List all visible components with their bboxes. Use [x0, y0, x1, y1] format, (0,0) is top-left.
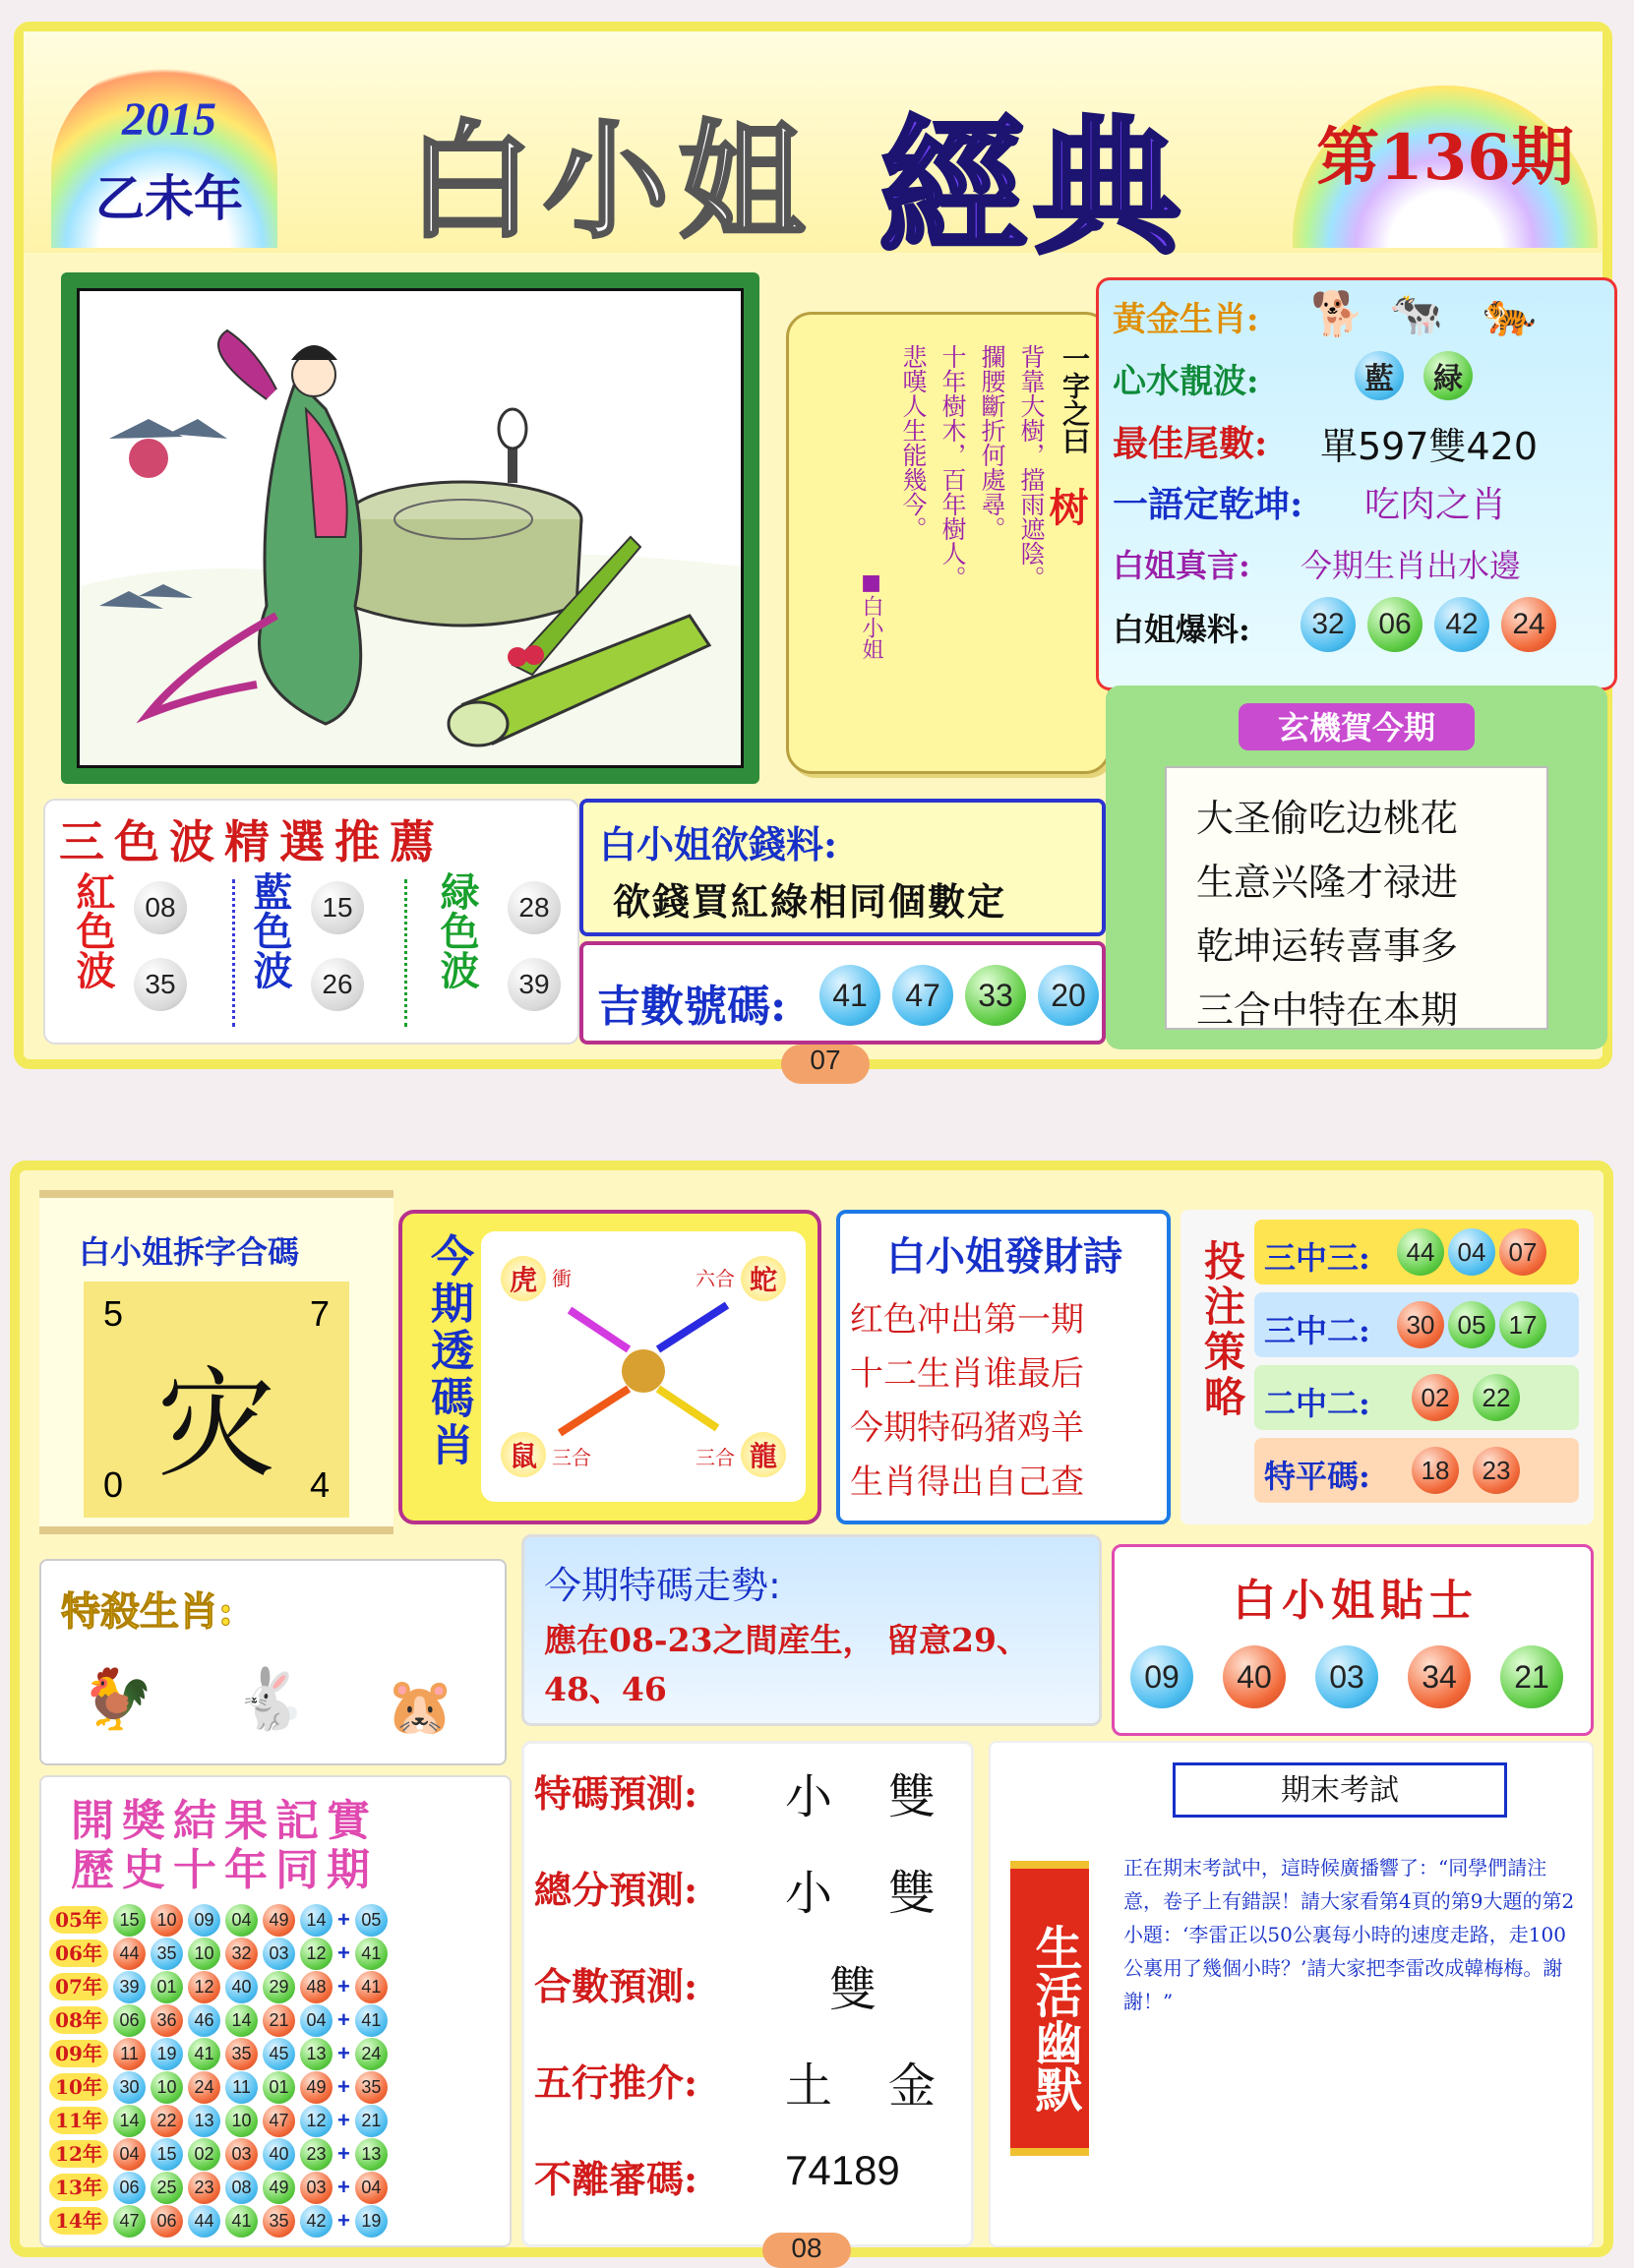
history-ball: 49 [263, 2172, 295, 2204]
history-ball: 45 [263, 2038, 295, 2070]
history-special-ball: 05 [355, 1904, 388, 1937]
ox-icon: 🐄 [1389, 289, 1443, 339]
tips-ball: 34 [1408, 1645, 1471, 1708]
history-ball: 41 [188, 2038, 220, 2070]
info-box [1096, 277, 1617, 690]
history-ball: 23 [188, 2172, 220, 2204]
history-year: 10年 [49, 2073, 108, 2101]
poem-line: 三合中特在本期 [1196, 988, 1459, 1032]
header-band [24, 31, 1603, 274]
mystery-poem-title: 玄機賀今期 [1239, 703, 1475, 750]
chaizi-square [84, 1282, 349, 1518]
red-wave-label: 紅色波 [70, 871, 116, 989]
history-row [49, 1903, 507, 1937]
predict-box [521, 1741, 974, 2247]
burst-ball: 32 [1301, 597, 1356, 652]
history-ball: 10 [225, 2105, 258, 2137]
history-ball: 11 [225, 2071, 258, 2104]
history-special-ball: 13 [355, 2138, 388, 2171]
chaizi-box [39, 1190, 393, 1534]
history-ball: 19 [151, 2038, 183, 2070]
zodiac-rat: 鼠 [501, 1432, 546, 1477]
history-year: 14年 [49, 2207, 108, 2235]
predict-label-2: 總分預測: [534, 1868, 698, 1912]
trend-box [521, 1534, 1102, 1726]
tips-title: 白小姐貼士 [1233, 1576, 1479, 1626]
mystery-poem-box [1106, 686, 1607, 1049]
history-ball: 12 [300, 1938, 333, 1970]
best-tail-label: 最佳尾數: [1113, 423, 1268, 464]
rabbit-icon: 🐇 [233, 1665, 307, 1734]
phrase-value: 吃肉之肖 [1364, 485, 1507, 525]
blue-ball: 26 [311, 958, 364, 1011]
plus-icon: + [337, 2208, 350, 2233]
strategy-r4-label: 特平碼: [1264, 1458, 1370, 1495]
strategy-r4-balls [1412, 1447, 1520, 1494]
history-ball: 35 [263, 2205, 295, 2238]
history-year: 09年 [49, 2040, 108, 2067]
history-ball: 47 [263, 2105, 295, 2137]
history-ball: 32 [225, 1938, 258, 1970]
page-number-08: 08 [762, 2233, 851, 2268]
history-row [49, 1970, 507, 2003]
history-year: 06年 [49, 1940, 108, 1967]
strategy-ball: 44 [1397, 1228, 1444, 1276]
history-ball: 46 [188, 2004, 220, 2037]
history-year: 08年 [49, 2006, 108, 2034]
page-08 [10, 1161, 1613, 2263]
zodiac-tiger: 虎 [501, 1256, 546, 1301]
strategy-r3-label: 二中二: [1264, 1385, 1370, 1422]
title-jingdian: 經典 [879, 101, 1187, 274]
predict-value-1b: 雙 [888, 1769, 937, 1824]
humor-box [989, 1741, 1594, 2247]
zodiac-snake-note: 六合 [696, 1267, 735, 1290]
strategy-ball: 05 [1448, 1301, 1495, 1348]
history-ball: 49 [263, 1904, 295, 1937]
history-row [49, 2104, 507, 2137]
history-ball: 04 [300, 2004, 333, 2037]
history-row [49, 2070, 507, 2104]
strategy-box [1180, 1210, 1594, 1524]
strategy-r1-label: 三中三: [1264, 1239, 1370, 1277]
chaizi-char: 灾 [157, 1357, 275, 1494]
history-special-ball: 21 [355, 2105, 388, 2137]
history-ball: 48 [300, 1971, 333, 2003]
scroll-col2: 攔腰斷折何處尋。 [978, 344, 1006, 541]
history-row [49, 2037, 507, 2070]
history-year: 05年 [49, 1906, 108, 1934]
green-wave-label: 緑色波 [434, 871, 480, 989]
burst-balls [1301, 597, 1556, 652]
history-ball: 03 [225, 2138, 258, 2171]
scroll-sign: ■白小姐 [859, 570, 883, 660]
strategy-ball: 22 [1473, 1374, 1520, 1421]
page-number-07: 07 [781, 1044, 870, 1084]
predict-label-4: 五行推介: [534, 2060, 698, 2105]
predict-value-5: 74189 [785, 2147, 900, 2193]
plus-icon: + [337, 2141, 350, 2166]
plus-icon: + [337, 1907, 350, 1932]
fortune-line: 十二生肖谁最后 [850, 1354, 1084, 1394]
year-cn-text: 乙未年 [95, 169, 243, 227]
money-text: 欲錢買紅綠相同個數定 [613, 879, 1007, 924]
strategy-ball: 02 [1412, 1374, 1459, 1421]
truth-label: 白姐真言: [1113, 547, 1250, 584]
history-ball: 13 [300, 2038, 333, 2070]
history-ball: 42 [300, 2205, 333, 2238]
history-row [49, 2003, 507, 2037]
illustration [77, 288, 744, 768]
poem-line: 大圣偷吃边桃花 [1196, 797, 1459, 840]
three-color-box [43, 799, 579, 1044]
history-ball: 25 [151, 2172, 183, 2204]
chaizi-tr: 7 [309, 1293, 330, 1334]
strategy-ball: 07 [1499, 1228, 1546, 1276]
strategy-r2-balls [1397, 1301, 1546, 1348]
predict-label-1: 特碼預測: [534, 1771, 698, 1816]
history-title-2: 歷史十年同期 [71, 1845, 378, 1895]
history-year: 07年 [49, 1973, 108, 2000]
plus-icon: + [337, 2007, 350, 2032]
plus-icon: + [337, 2175, 350, 2199]
history-ball: 44 [113, 1938, 146, 1970]
rooster-icon: 🐓 [81, 1665, 154, 1734]
rat-icon: 🐹 [386, 1675, 454, 1739]
lucky-ball: 20 [1038, 965, 1099, 1026]
scroll-col4: 悲嘆人生能幾今。 [899, 344, 928, 541]
history-ball: 01 [263, 2071, 295, 2104]
tips-ball: 40 [1223, 1645, 1286, 1708]
fortune-line: 红色冲出第一期 [850, 1300, 1084, 1340]
tips-box [1112, 1544, 1594, 1736]
tiger-icon: 🐅 [1483, 289, 1537, 339]
history-ball: 23 [300, 2138, 333, 2171]
history-ball: 12 [300, 2105, 333, 2137]
poem-line: 生意兴隆才禄进 [1196, 861, 1459, 904]
history-special-ball: 19 [355, 2205, 388, 2238]
zodiac-dragon-note: 三合 [696, 1446, 735, 1469]
predict-value-1a: 小 [785, 1769, 833, 1824]
today-zodiac-label: 今期透碼肖 [423, 1233, 473, 1469]
history-row [49, 2204, 507, 2238]
tips-ball: 09 [1130, 1645, 1193, 1708]
history-ball: 06 [113, 2004, 146, 2037]
history-special-ball: 41 [355, 1971, 388, 2003]
heart-wave-green: 緑 [1423, 351, 1473, 400]
title-baixiaojie: 白小姐 [407, 108, 816, 256]
tips-ball: 21 [1500, 1645, 1563, 1708]
chaizi-bl: 0 [103, 1464, 124, 1505]
fortune-line: 生肖得出自己查 [850, 1462, 1084, 1502]
history-special-ball: 04 [355, 2172, 388, 2204]
strategy-row3 [1254, 1365, 1579, 1430]
page-07 [14, 22, 1612, 1075]
history-special-ball: 24 [355, 2038, 388, 2070]
red-ball: 35 [134, 958, 187, 1011]
history-row [49, 2171, 507, 2204]
kill-zodiac-title: 特殺生肖: [61, 1588, 233, 1635]
green-ball: 28 [508, 881, 561, 934]
lucky-ball: 41 [819, 965, 880, 1026]
strategy-ball: 17 [1499, 1301, 1546, 1348]
chaizi-title: 白小姐拆字合碼 [79, 1233, 300, 1271]
lucky-box [579, 941, 1106, 1044]
predict-label-3: 合數預測: [534, 1964, 698, 2008]
green-ball: 39 [508, 958, 561, 1011]
predict-value-4b: 金 [888, 2059, 937, 2114]
burst-ball: 42 [1434, 597, 1489, 652]
history-year: 13年 [49, 2174, 108, 2201]
phrase-label: 一語定乾坤: [1113, 484, 1303, 525]
history-ball: 21 [263, 2004, 295, 2037]
history-ball: 44 [188, 2205, 220, 2238]
history-box [39, 1775, 512, 2247]
year-badge [51, 61, 277, 248]
plus-icon: + [337, 1940, 350, 1965]
history-ball: 35 [151, 1938, 183, 1970]
burst-ball: 24 [1501, 597, 1556, 652]
strategy-r1-balls [1397, 1228, 1546, 1276]
blue-wave-label: 藍色波 [247, 871, 293, 989]
humor-title: 期末考試 [1173, 1762, 1507, 1818]
history-row [49, 1937, 507, 1970]
strategy-label: 投注策略 [1198, 1239, 1246, 1420]
history-special-ball: 41 [355, 1938, 388, 1970]
history-ball: 40 [263, 2138, 295, 2171]
strategy-ball: 23 [1473, 1447, 1520, 1494]
trend-title: 今期特碼走勢: [544, 1564, 781, 1607]
predict-value-3b: 雙 [829, 1962, 878, 2017]
scroll-col3: 十年樹木，百年樹人。 [938, 344, 967, 590]
history-ball: 01 [151, 1971, 183, 2003]
history-ball: 14 [113, 2105, 146, 2137]
history-ball: 36 [151, 2004, 183, 2037]
history-table [49, 1903, 507, 2238]
plus-icon: + [337, 1974, 350, 1999]
lucky-balls [819, 965, 1099, 1026]
strategy-row2 [1254, 1292, 1579, 1357]
strategy-r2-label: 三中二: [1264, 1312, 1370, 1349]
year-text: 2015 [122, 93, 216, 146]
poem-scroll [786, 312, 1111, 774]
history-ball: 39 [113, 1971, 146, 2003]
predict-value-2b: 雙 [888, 1866, 937, 1921]
history-ball: 15 [113, 1904, 146, 1937]
history-ball: 08 [225, 2172, 258, 2204]
divider [404, 879, 407, 1027]
zodiac-dragon: 龍 [741, 1432, 786, 1477]
humor-text: 正在期末考試中，這時候廣播響了：“同學們請注意，卷子上有錯誤！請大家看第4頁的第9大題的第2小題：‘李雷正以50公裏每小時的速度走路，走100公裏用了幾個小時？’請大家把李雷改成韓梅梅。謝謝！” [1123, 1856, 1575, 2013]
history-ball: 49 [300, 2071, 333, 2104]
plus-icon: + [337, 2108, 350, 2132]
history-ball: 41 [225, 2205, 258, 2238]
today-zodiac-box [398, 1210, 821, 1524]
zodiac-rat-note: 三合 [552, 1446, 591, 1469]
poem-line: 乾坤运转喜事多 [1196, 925, 1459, 968]
money-title: 白小姐欲錢料: [599, 822, 838, 866]
predict-value-2a: 小 [785, 1866, 833, 1921]
three-color-title: 三色波精選推薦 [59, 815, 445, 868]
lucky-ball: 47 [892, 965, 953, 1026]
history-special-ball: 41 [355, 2004, 388, 2037]
scroll-heading: 一字之曰 [1059, 344, 1091, 454]
chaizi-br: 4 [309, 1464, 330, 1505]
history-special-ball: 35 [355, 2071, 388, 2104]
heart-wave-label: 心水靚波: [1113, 362, 1259, 401]
history-ball: 06 [151, 2205, 183, 2238]
history-year: 11年 [49, 2107, 108, 2134]
strategy-ball: 04 [1448, 1228, 1495, 1276]
strategy-r3-balls [1412, 1374, 1520, 1421]
history-ball: 35 [225, 2038, 258, 2070]
scroll-col1: 背靠大樹，擋雨遮陰。 [1017, 344, 1046, 590]
tips-ball: 03 [1315, 1645, 1378, 1708]
history-ball: 14 [225, 2004, 258, 2037]
dog-icon: 🐕 [1310, 289, 1364, 339]
history-ball: 10 [151, 2071, 183, 2104]
fortune-line: 今期特码猪鸡羊 [850, 1408, 1084, 1448]
fortune-title: 白小姐發財詩 [886, 1234, 1122, 1280]
plus-icon: + [337, 2074, 350, 2099]
money-box [579, 799, 1106, 936]
scroll-word: 树 [1043, 487, 1089, 526]
history-ball: 22 [151, 2105, 183, 2137]
truth-value: 今期生肖出水邊 [1301, 547, 1522, 584]
history-ball: 03 [263, 1938, 295, 1970]
history-title-1: 開獎結果記實 [71, 1796, 378, 1846]
history-ball: 15 [151, 2138, 183, 2171]
strategy-row1 [1254, 1220, 1579, 1284]
burst-label: 白姐爆料: [1113, 611, 1250, 648]
illustration-frame [61, 272, 759, 784]
lucky-ball: 33 [965, 965, 1026, 1026]
mystery-poem-paper [1165, 766, 1548, 1030]
issue-text: 第136期 [1316, 121, 1574, 195]
predict-label-5: 不離審碼: [534, 2157, 698, 2201]
history-ball: 09 [188, 1904, 220, 1937]
plus-icon: + [337, 2041, 350, 2065]
golden-zodiac-label: 黃金生肖: [1113, 300, 1259, 339]
predict-value-4a: 土 [785, 2059, 833, 2114]
chaizi-tl: 5 [103, 1293, 124, 1334]
best-tail-value: 單597雙420 [1320, 425, 1539, 468]
history-ball: 10 [188, 1938, 220, 1970]
strategy-ball: 30 [1397, 1301, 1444, 1348]
history-ball: 30 [113, 2071, 146, 2104]
history-ball: 12 [188, 1971, 220, 2003]
burst-ball: 06 [1367, 597, 1422, 652]
heart-wave-blue: 藍 [1355, 351, 1404, 400]
fortune-box [836, 1210, 1171, 1524]
zodiac-snake: 蛇 [741, 1256, 786, 1301]
history-ball: 14 [300, 1904, 333, 1937]
humor-label: 生活幽默 [1010, 1861, 1089, 2156]
blue-ball: 15 [311, 881, 364, 934]
history-ball: 47 [113, 2205, 146, 2238]
issue-badge [1293, 86, 1598, 248]
history-ball: 04 [225, 1904, 258, 1937]
history-ball: 24 [188, 2071, 220, 2104]
history-ball: 29 [263, 1971, 295, 2003]
history-ball: 40 [225, 1971, 258, 2003]
zodiac-tiger-note: 衝 [552, 1267, 572, 1290]
strategy-ball: 18 [1412, 1447, 1459, 1494]
divider [232, 879, 235, 1027]
today-zodiac-panel [481, 1231, 806, 1502]
kill-zodiac-box [39, 1559, 507, 1765]
lucky-label: 吉數號碼: [597, 982, 787, 1032]
history-year: 12年 [49, 2140, 108, 2168]
trend-text: 應在08-23之間産生， 留意29、48、46 [544, 1621, 1029, 1708]
red-ball: 08 [134, 881, 187, 934]
history-ball: 04 [113, 2138, 146, 2171]
history-ball: 03 [300, 2172, 333, 2204]
tips-balls [1130, 1645, 1563, 1708]
strategy-row4 [1254, 1438, 1579, 1503]
history-ball: 13 [188, 2105, 220, 2137]
history-ball: 10 [151, 1904, 183, 1937]
history-ball: 02 [188, 2138, 220, 2171]
history-row [49, 2137, 507, 2171]
history-ball: 11 [113, 2038, 146, 2070]
history-ball: 06 [113, 2172, 146, 2204]
